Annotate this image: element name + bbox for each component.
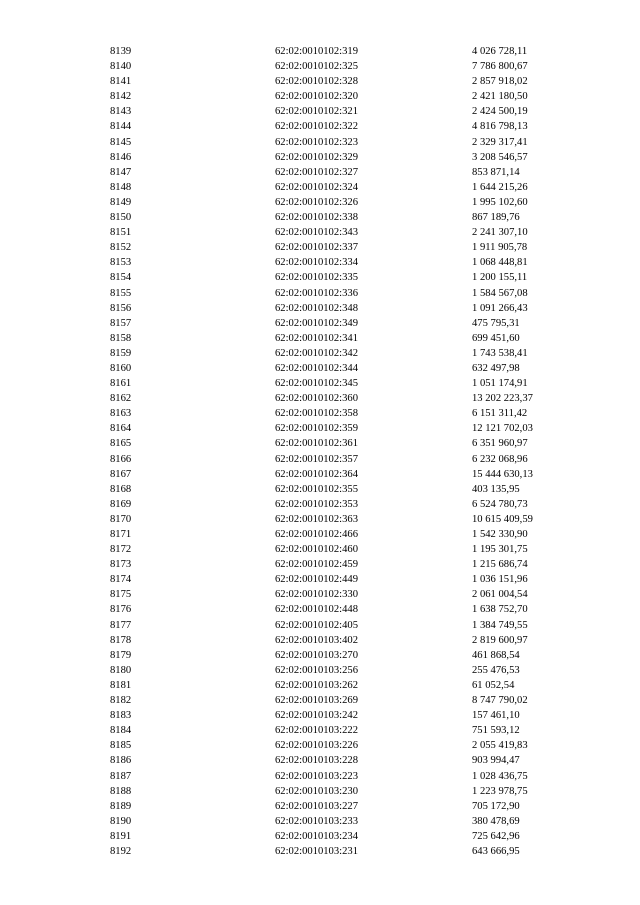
cadastral-number: 62:02:0010102:320 (275, 91, 358, 103)
row-number: 8160 (110, 362, 132, 374)
cadastral-value: 643 666,95 (472, 845, 520, 857)
cadastral-number: 62:02:0010102:358 (275, 408, 358, 420)
cadastral-value: 1 223 978,75 (472, 785, 528, 797)
cadastral-number: 62:02:0010102:327 (275, 166, 358, 178)
table-row (0, 482, 640, 497)
cadastral-value: 157 461,10 (472, 710, 520, 722)
cadastral-value: 10 615 409,59 (472, 513, 533, 525)
cadastral-value: 1 584 567,08 (472, 287, 528, 299)
table-row (0, 512, 640, 527)
cadastral-value: 1 036 151,96 (472, 574, 528, 586)
table-row (0, 587, 640, 602)
cadastral-number: 62:02:0010102:319 (275, 46, 358, 57)
table-row (0, 331, 640, 346)
row-number: 8177 (110, 619, 132, 631)
cadastral-value: 403 135,95 (472, 483, 520, 495)
table-row (0, 150, 640, 165)
cadastral-number: 62:02:0010103:256 (275, 664, 358, 676)
cadastral-number: 62:02:0010103:233 (275, 815, 358, 827)
cadastral-value: 705 172,90 (472, 800, 520, 812)
table-row (0, 316, 640, 331)
row-number: 8166 (110, 453, 132, 465)
table-row (0, 723, 640, 738)
row-number: 8190 (110, 815, 132, 827)
cadastral-number: 62:02:0010102:355 (275, 483, 358, 495)
row-number: 8172 (110, 544, 132, 556)
cadastral-number: 62:02:0010102:341 (275, 332, 358, 344)
row-number: 8145 (110, 136, 132, 148)
cadastral-number: 62:02:0010102:459 (275, 559, 358, 571)
cadastral-value: 2 424 500,19 (472, 106, 528, 118)
cadastral-value: 13 202 223,37 (472, 393, 533, 405)
table-row (0, 346, 640, 361)
cadastral-number: 62:02:0010102:360 (275, 393, 358, 405)
cadastral-number: 62:02:0010103:262 (275, 679, 358, 691)
row-number: 8174 (110, 574, 132, 586)
row-number: 8165 (110, 438, 132, 450)
cadastral-value: 1 743 538,41 (472, 347, 528, 359)
table-row (0, 59, 640, 74)
row-number: 8159 (110, 347, 132, 359)
cadastral-number: 62:02:0010103:270 (275, 649, 358, 661)
cadastral-value: 380 478,69 (472, 815, 520, 827)
cadastral-value: 1 051 174,91 (472, 378, 528, 390)
table-row (0, 361, 640, 376)
table-row (0, 406, 640, 421)
cadastral-value: 6 232 068,96 (472, 453, 528, 465)
row-number: 8141 (110, 76, 132, 88)
table-row (0, 844, 640, 859)
cadastral-value: 632 497,98 (472, 362, 520, 374)
row-number: 8156 (110, 302, 132, 314)
row-number: 8148 (110, 181, 132, 193)
cadastral-number: 62:02:0010102:363 (275, 513, 358, 525)
table-row (0, 829, 640, 844)
cadastral-value: 1 028 436,75 (472, 770, 528, 782)
cadastral-value-table (0, 44, 640, 859)
table-row (0, 497, 640, 512)
cadastral-value: 867 189,76 (472, 212, 520, 224)
row-number: 8180 (110, 664, 132, 676)
table-row (0, 527, 640, 542)
cadastral-value: 4 816 798,13 (472, 121, 528, 133)
cadastral-value: 12 121 702,03 (472, 423, 533, 435)
table-row (0, 738, 640, 753)
cadastral-value: 2 819 600,97 (472, 634, 528, 646)
table-row (0, 301, 640, 316)
row-number: 8187 (110, 770, 132, 782)
cadastral-value: 2 421 180,50 (472, 91, 528, 103)
cadastral-number: 62:02:0010102:359 (275, 423, 358, 435)
row-number: 8143 (110, 106, 132, 118)
cadastral-value: 6 351 960,97 (472, 438, 528, 450)
row-number: 8185 (110, 740, 132, 752)
cadastral-number: 62:02:0010102:353 (275, 498, 358, 510)
row-number: 8184 (110, 725, 132, 737)
row-number: 8157 (110, 317, 132, 329)
row-number: 8168 (110, 483, 132, 495)
row-number: 8182 (110, 695, 132, 707)
cadastral-number: 62:02:0010102:335 (275, 272, 358, 284)
table-row (0, 135, 640, 150)
cadastral-value: 475 795,31 (472, 317, 520, 329)
cadastral-value: 751 593,12 (472, 725, 520, 737)
table-row (0, 557, 640, 572)
cadastral-number: 62:02:0010103:234 (275, 830, 358, 842)
row-number: 8181 (110, 679, 132, 691)
cadastral-value: 2 241 307,10 (472, 227, 528, 239)
cadastral-number: 62:02:0010103:227 (275, 800, 358, 812)
cadastral-value: 461 868,54 (472, 649, 520, 661)
table-row (0, 708, 640, 723)
cadastral-value: 4 026 728,11 (472, 46, 528, 57)
cadastral-number: 62:02:0010103:222 (275, 725, 358, 737)
row-number: 8152 (110, 242, 132, 254)
cadastral-number: 62:02:0010102:322 (275, 121, 358, 133)
cadastral-number: 62:02:0010102:349 (275, 317, 358, 329)
cadastral-value: 1 384 749,55 (472, 619, 528, 631)
cadastral-value: 725 642,96 (472, 830, 520, 842)
cadastral-number: 62:02:0010102:328 (275, 76, 358, 88)
cadastral-value: 6 524 780,73 (472, 498, 528, 510)
cadastral-number: 62:02:0010102:338 (275, 212, 358, 224)
row-number: 8163 (110, 408, 132, 420)
cadastral-number: 62:02:0010103:226 (275, 740, 358, 752)
row-number: 8139 (110, 46, 132, 57)
row-number: 8170 (110, 513, 132, 525)
cadastral-number: 62:02:0010102:334 (275, 257, 358, 269)
cadastral-number: 62:02:0010102:361 (275, 438, 358, 450)
table-row (0, 814, 640, 829)
row-number: 8179 (110, 649, 132, 661)
cadastral-number: 62:02:0010102:324 (275, 181, 358, 193)
row-number: 8164 (110, 423, 132, 435)
table-row (0, 286, 640, 301)
cadastral-value: 1 995 102,60 (472, 196, 528, 208)
table-row (0, 769, 640, 784)
table-row (0, 436, 640, 451)
cadastral-number: 62:02:0010102:343 (275, 227, 358, 239)
table-row (0, 89, 640, 104)
cadastral-number: 62:02:0010102:321 (275, 106, 358, 118)
cadastral-value: 15 444 630,13 (472, 468, 533, 480)
row-number: 8183 (110, 710, 132, 722)
cadastral-value: 1 215 686,74 (472, 559, 528, 571)
cadastral-number: 62:02:0010103:231 (275, 845, 358, 857)
row-number: 8188 (110, 785, 132, 797)
row-number: 8175 (110, 589, 132, 601)
cadastral-value: 1 911 905,78 (472, 242, 528, 254)
table-row (0, 165, 640, 180)
table-row (0, 633, 640, 648)
cadastral-number: 62:02:0010103:228 (275, 755, 358, 767)
cadastral-value: 2 061 004,54 (472, 589, 528, 601)
row-number: 8192 (110, 845, 132, 857)
cadastral-value: 61 052,54 (472, 679, 515, 691)
row-number: 8189 (110, 800, 132, 812)
cadastral-number: 62:02:0010102:449 (275, 574, 358, 586)
row-number: 8176 (110, 604, 132, 616)
cadastral-number: 62:02:0010102:323 (275, 136, 358, 148)
table-row (0, 648, 640, 663)
row-number: 8169 (110, 498, 132, 510)
cadastral-value: 1 644 215,26 (472, 181, 528, 193)
table-row (0, 572, 640, 587)
row-number: 8186 (110, 755, 132, 767)
cadastral-number: 62:02:0010102:326 (275, 196, 358, 208)
table-row (0, 799, 640, 814)
cadastral-number: 62:02:0010102:325 (275, 61, 358, 73)
cadastral-value: 7 786 800,67 (472, 61, 528, 73)
cadastral-value: 1 068 448,81 (472, 257, 528, 269)
row-number: 8154 (110, 272, 132, 284)
cadastral-number: 62:02:0010102:329 (275, 151, 358, 163)
table-row (0, 467, 640, 482)
cadastral-number: 62:02:0010103:269 (275, 695, 358, 707)
row-number: 8140 (110, 61, 132, 73)
cadastral-number: 62:02:0010103:223 (275, 770, 358, 782)
cadastral-number: 62:02:0010102:344 (275, 362, 358, 374)
cadastral-value: 2 329 317,41 (472, 136, 528, 148)
cadastral-number: 62:02:0010103:402 (275, 634, 358, 646)
row-number: 8149 (110, 196, 132, 208)
cadastral-number: 62:02:0010102:364 (275, 468, 358, 480)
table-row (0, 210, 640, 225)
table-row (0, 180, 640, 195)
table-row (0, 784, 640, 799)
table-row (0, 452, 640, 467)
table-row (0, 391, 640, 406)
cadastral-value: 255 476,53 (472, 664, 520, 676)
cadastral-value: 8 747 790,02 (472, 695, 528, 707)
cadastral-value: 903 994,47 (472, 755, 520, 767)
row-number: 8153 (110, 257, 132, 269)
cadastral-value: 1 542 330,90 (472, 529, 528, 540)
cadastral-value: 699 451,60 (472, 332, 520, 344)
table-row (0, 104, 640, 119)
cadastral-number: 62:02:0010102:337 (275, 242, 358, 254)
table-row (0, 119, 640, 134)
row-number: 8191 (110, 830, 132, 842)
row-number: 8161 (110, 378, 132, 390)
table-row (0, 240, 640, 255)
cadastral-number: 62:02:0010102:345 (275, 378, 358, 390)
cadastral-value: 1 091 266,43 (472, 302, 528, 314)
row-number: 8178 (110, 634, 132, 646)
row-number: 8171 (110, 529, 132, 540)
table-row (0, 225, 640, 240)
cadastral-value: 1 638 752,70 (472, 604, 528, 616)
cadastral-value: 6 151 311,42 (472, 408, 528, 420)
table-row (0, 44, 640, 59)
cadastral-value: 1 195 301,75 (472, 544, 528, 556)
cadastral-value: 1 200 155,11 (472, 272, 528, 284)
row-number: 8150 (110, 212, 132, 224)
table-row (0, 678, 640, 693)
cadastral-value: 3 208 546,57 (472, 151, 528, 163)
table-row (0, 74, 640, 89)
cadastral-number: 62:02:0010102:357 (275, 453, 358, 465)
table-row (0, 663, 640, 678)
table-row (0, 376, 640, 391)
row-number: 8147 (110, 166, 132, 178)
cadastral-number: 62:02:0010102:336 (275, 287, 358, 299)
table-row (0, 195, 640, 210)
cadastral-number: 62:02:0010102:466 (275, 529, 358, 540)
cadastral-value: 2 857 918,02 (472, 76, 528, 88)
row-number: 8146 (110, 151, 132, 163)
row-number: 8167 (110, 468, 132, 480)
cadastral-number: 62:02:0010102:342 (275, 347, 358, 359)
row-number: 8162 (110, 393, 132, 405)
row-number: 8158 (110, 332, 132, 344)
cadastral-value: 853 871,14 (472, 166, 520, 178)
row-number: 8173 (110, 559, 132, 571)
row-number: 8151 (110, 227, 132, 239)
table-row (0, 542, 640, 557)
row-number: 8144 (110, 121, 132, 133)
row-number: 8142 (110, 91, 132, 103)
table-row (0, 753, 640, 768)
cadastral-number: 62:02:0010102:448 (275, 604, 358, 616)
cadastral-value: 2 055 419,83 (472, 740, 528, 752)
cadastral-number: 62:02:0010102:348 (275, 302, 358, 314)
row-number: 8155 (110, 287, 132, 299)
table-row (0, 618, 640, 633)
cadastral-number: 62:02:0010103:242 (275, 710, 358, 722)
table-row (0, 255, 640, 270)
table-row (0, 693, 640, 708)
cadastral-number: 62:02:0010102:460 (275, 544, 358, 556)
cadastral-number: 62:02:0010103:230 (275, 785, 358, 797)
cadastral-number: 62:02:0010102:405 (275, 619, 358, 631)
table-row (0, 421, 640, 436)
table-row (0, 270, 640, 285)
table-row (0, 602, 640, 617)
cadastral-number: 62:02:0010102:330 (275, 589, 358, 601)
